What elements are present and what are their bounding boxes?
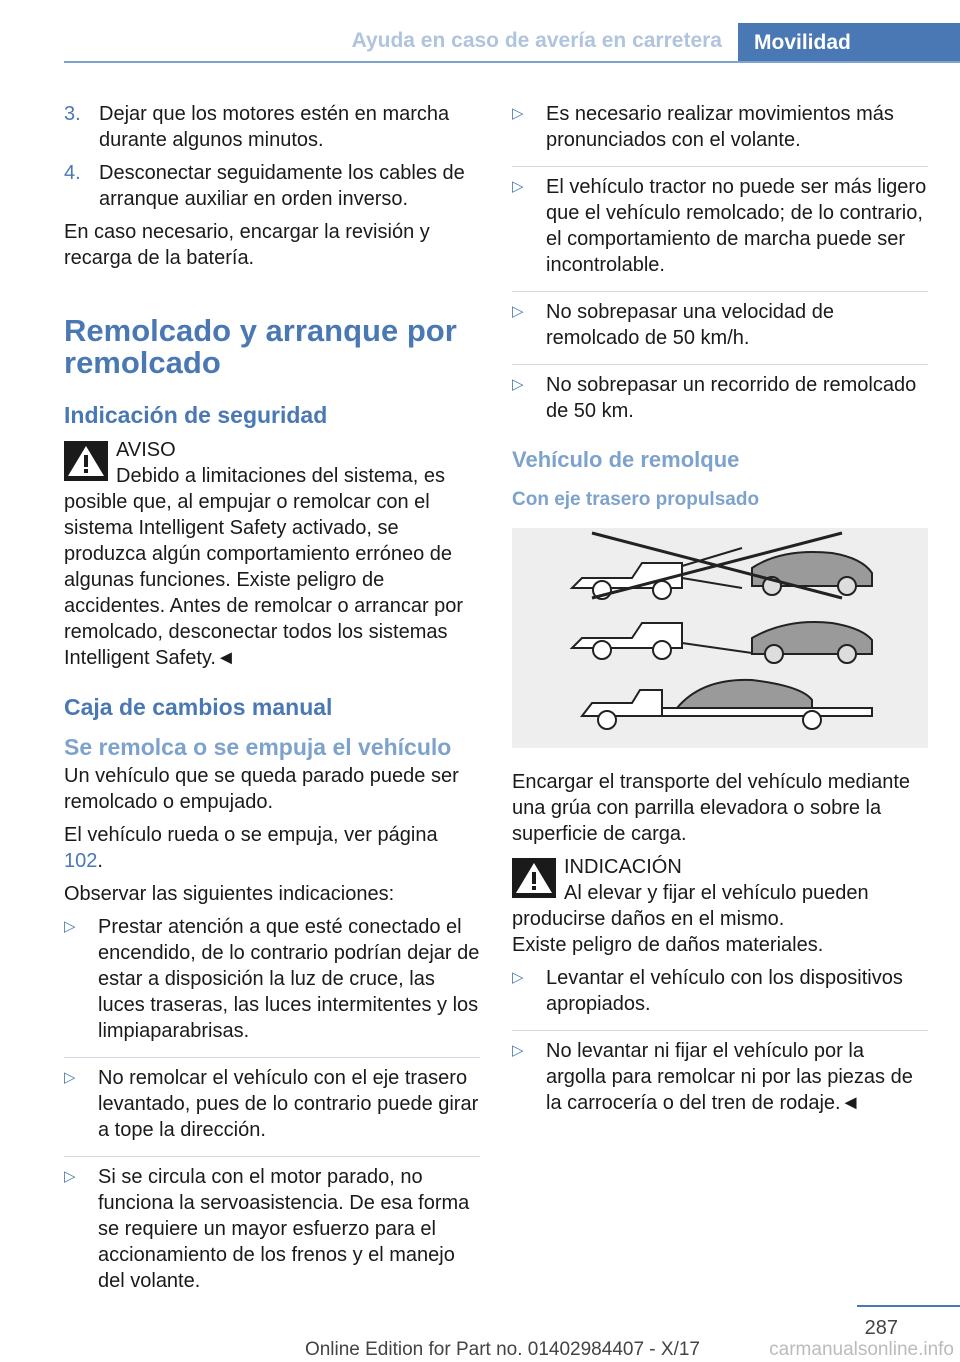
- towing-conditions-list: [512, 101, 928, 424]
- note-text: Al elevar y fijar el vehículo pueden producirse daños en el mismo.: [512, 882, 869, 930]
- aviso-text: Debido a limitaciones del sistema, es posible que, al empujar o remolcar con el sistema Intelligent Safety activado, se produzca algún comportamiento erróneo de algunas funciones. Existe peligro de accidentes. Antes de remolcar o arrancar por remolcado, desconectar todos los sistemas Intelligent Safety.◄: [64, 465, 464, 669]
- list-item-text: Es necesario realizar movimientos más pronunciados con el volante.: [546, 103, 894, 151]
- triangle-bullet-icon: ▷: [512, 303, 524, 320]
- warning-triangle-icon: [512, 858, 556, 898]
- list-item: [512, 965, 928, 1017]
- aviso-label: AVISO: [116, 439, 176, 461]
- list-item-text: No sobrepasar un recorrido de remolcado de 50 km.: [546, 374, 917, 422]
- reference-period: .: [97, 850, 103, 872]
- list-item-text: No sobrepasar una velocidad de remolcado de 50 km/h.: [546, 301, 834, 349]
- triangle-bullet-icon: ▷: [512, 376, 524, 393]
- footer-rule: [857, 1305, 960, 1307]
- list-item-text: El vehículo tractor no puede ser más ligero que el vehículo remolcado; de lo contrario, el comportamiento de marcha puede ser incontrolable.: [546, 176, 927, 276]
- heading-safety: Indicación de seguridad: [64, 402, 328, 428]
- heading-manual-gearbox: Caja de cambios manual: [64, 694, 333, 720]
- paragraph-observe: Observar las siguientes indicaciones:: [64, 883, 395, 905]
- list-item-text: Si se circula con el motor parado, no funciona la servoasistencia. De esa forma se requiere un mayor esfuerzo para el accionamiento de los frenos y el manejo del volante.: [98, 1166, 470, 1292]
- page-link-102[interactable]: 102: [64, 850, 98, 872]
- list-item: [512, 166, 928, 278]
- indicacion-note-box: [512, 854, 928, 932]
- list-item-text: No remolcar el vehículo con el eje trasero levantado, pues de lo contrario puede girar a tope la dirección.: [98, 1067, 479, 1141]
- section-title-towing: Remolcado y arranque por remolcado: [64, 313, 457, 380]
- list-item-text: Prestar atención a que esté conectado el encendido, de lo contrario podrían dejar de estar a disposición la luz de cruce, las luces traseras, las luces intermitentes y los limpiaparabrisas.: [98, 916, 480, 1042]
- triangle-bullet-icon: ▷: [64, 1069, 76, 1086]
- list-item: [64, 1057, 480, 1143]
- list-item: [64, 914, 480, 1044]
- triangle-bullet-icon: ▷: [512, 969, 524, 986]
- reference-text: El vehículo rueda o se empuja, ver página: [64, 824, 438, 846]
- triangle-bullet-icon: ▷: [512, 105, 524, 122]
- triangle-bullet-icon: ▷: [64, 918, 76, 935]
- header-chapter-tab: Movilidad: [738, 23, 960, 63]
- right-column: [512, 101, 928, 1129]
- heading-rear-axle: Con eje trasero propulsado: [512, 489, 760, 510]
- heading-push-tow: Se remolca o se empuja el vehículo: [64, 734, 452, 760]
- aviso-warning-box: [64, 437, 480, 671]
- list-item: [512, 364, 928, 424]
- triangle-bullet-icon: ▷: [512, 1042, 524, 1059]
- list-item: [512, 291, 928, 351]
- note-label: INDICACIÓN: [564, 856, 682, 878]
- paragraph-stopped-vehicle: Un vehículo que se queda parado puede ser remolcado o empujado.: [64, 765, 459, 813]
- list-item: [64, 1156, 480, 1294]
- list-item-text: Levantar el vehículo con los dispositivos apropiados.: [546, 967, 903, 1015]
- list-item: [512, 1030, 928, 1116]
- instructions-list: [64, 914, 480, 1294]
- list-item: [512, 101, 928, 153]
- paragraph-material-damage: Existe peligro de daños materiales.: [512, 934, 824, 956]
- step-item: [64, 101, 480, 153]
- watermark: carmanualsonline.info: [769, 1339, 954, 1360]
- step-text: Desconectar seguidamente los cables de arranque auxiliar en orden inverso.: [99, 162, 465, 210]
- step-text: Dejar que los motores estén en marcha durante algunos minutos.: [99, 103, 450, 151]
- paragraph-battery-check: En caso necesario, encargar la revisión y recarga de la batería.: [64, 221, 430, 269]
- lifting-instructions-list: [512, 965, 928, 1116]
- list-item-text: No levantar ni fijar el vehículo por la argolla para remolcar ni por las piezas de la carrocería o del tren de rodaje.◄: [546, 1040, 913, 1114]
- left-column: [64, 101, 480, 1307]
- triangle-bullet-icon: ▷: [512, 178, 524, 195]
- towing-methods-illustration: [512, 528, 928, 748]
- page-number: 287: [864, 1317, 898, 1339]
- paragraph-transport: Encargar el transporte del vehículo mediante una grúa con parrilla elevadora o sobre la superficie de carga.: [512, 771, 911, 845]
- header-rule: [64, 61, 960, 63]
- step-number: 4.: [64, 162, 81, 184]
- paragraph-page-reference: [64, 822, 480, 874]
- warning-triangle-icon: [64, 441, 108, 481]
- header-section-title: Ayuda en caso de avería en carretera: [351, 29, 722, 52]
- heading-tow-vehicle: Vehículo de remolque: [512, 447, 740, 472]
- triangle-bullet-icon: ▷: [64, 1168, 76, 1185]
- step-number: 3.: [64, 103, 81, 125]
- edition-line: Online Edition for Part no. 01402984407 - X/17: [304, 1339, 700, 1360]
- step-item: [64, 160, 480, 212]
